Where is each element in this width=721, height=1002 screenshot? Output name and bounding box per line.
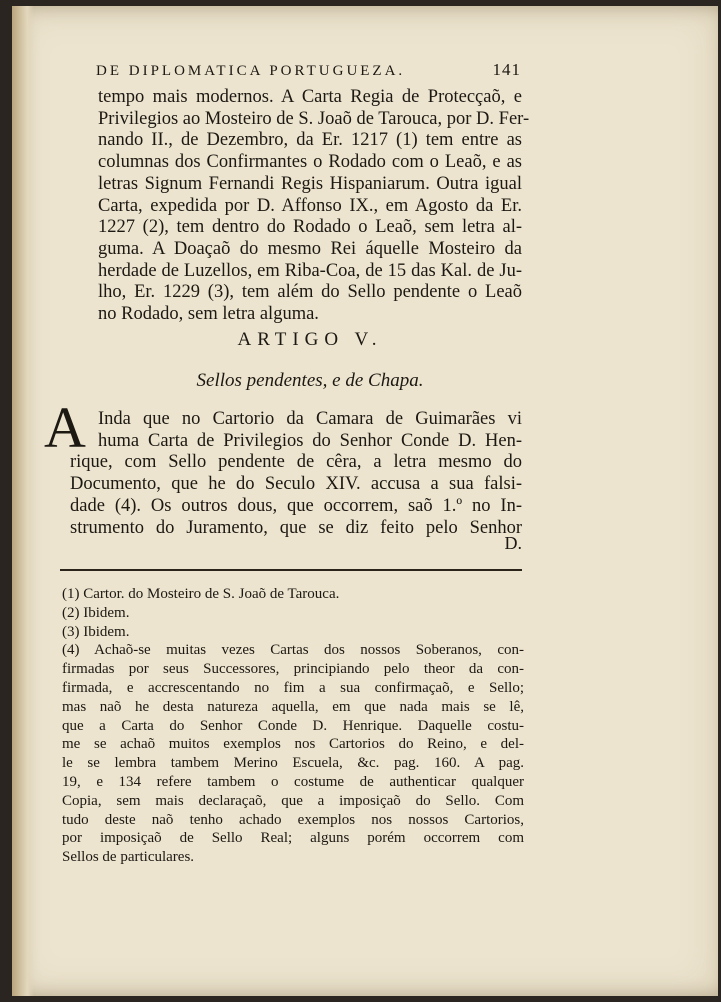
page-number: 141: [492, 60, 521, 79]
text-line: no Rodado, sem letra alguma.: [98, 304, 319, 325]
text-line: huma Carta de Privilegios do Senhor Conde D. Hen-: [98, 430, 522, 451]
text-line: herdade de Luzellos, em Riba-Coa, de 15 das Kal. de Ju-: [98, 260, 522, 281]
footnote-line: le se lembra tambem Merino Escuela, &c. pag. 160. A pag.: [62, 755, 524, 772]
text-line: strumento do Juramento, que se diz feito pelo Senhor: [70, 517, 522, 538]
text-line: letras Signum Fernandi Regis Hispaniarum. Outra igual: [98, 173, 522, 194]
text-line: guma. A Doaçaõ do mesmo Rei áquelle Mosteiro da: [98, 238, 522, 259]
footnote-line: mas naõ he desta natureza aquella, em que nada mais se lê,: [62, 698, 524, 715]
article-heading: ARTIGO V.: [237, 329, 383, 350]
text-line: Inda que no Cartorio da Camara de Guimarães vi: [98, 409, 522, 429]
running-title: DE DIPLOMATICA PORTUGUEZA.: [96, 63, 406, 79]
footnote-line: Sellos de particulares.: [62, 849, 195, 866]
footnote-line: por imposiçaõ de Sello Real; alguns porém occorrem com: [62, 830, 524, 847]
text-line: Privilegios ao Mosteiro de S. Joaõ de Tarouca, por D. Fer-: [98, 108, 530, 129]
footnote-line: Copia, sem mais declaraçaõ, que a imposiçaõ do Sello. Com: [62, 792, 524, 809]
running-head: [96, 60, 521, 80]
footnote: (3) Ibidem.: [62, 623, 130, 640]
footnote: (2) Ibidem.: [62, 604, 130, 621]
drop-cap: A: [44, 395, 86, 460]
text-line: lho, Er. 1229 (3), tem além do Sello pendente o Leaõ: [98, 282, 522, 303]
footnote-line: que a Carta do Senhor Conde D. Henrique. Daquelle costu-: [62, 717, 524, 734]
page-binding-shadow: [12, 6, 34, 996]
text-line: dade (4). Os outros dous, que occorrem, saõ 1.º no In-: [70, 495, 522, 516]
text-line: rique, com Sello pendente de cêra, a letra mesmo do: [70, 452, 522, 473]
footnote-line: 19, e 134 refere tambem o costume de authenticar qualquer: [62, 773, 524, 790]
footnote-line: firmadas por seus Successores, principiando pelo theor da con-: [62, 661, 524, 678]
catchword: D.: [504, 533, 522, 553]
text-line: nando II., de Dezembro, da Er. 1217 (1) tem entre as: [98, 130, 522, 151]
footnote-line: firmada, e accrescentando no fim a sua confirmaçaõ, e Sello;: [62, 679, 524, 696]
footnote-line: tudo deste naõ tenho achado exemplos nos nossos Cartorios,: [62, 811, 524, 828]
text-line: Carta, expedida por D. Affonso IX., em Agosto da Er.: [98, 195, 522, 216]
paragraph-1: [98, 87, 530, 326]
paragraph-2: [70, 409, 522, 539]
footnotes: [62, 585, 524, 867]
text-line: tempo mais modernos. A Carta Regia de Protecçaõ, e: [98, 87, 522, 107]
footnote: (1) Cartor. do Mosteiro de S. Joaõ de Tarouca.: [62, 586, 340, 602]
text-line: Documento, que he do Seculo XIV. accusa a sua falsi-: [70, 474, 522, 495]
article-subheading: Sellos pendentes, e de Chapa.: [196, 370, 424, 391]
footnote-line: (4) Achaõ-se muitas vezes Cartas dos nossos Soberanos, con-: [62, 642, 524, 659]
text-line: 1227 (2), tem dentro do Rodado o Leaõ, sem letra al-: [98, 217, 522, 238]
footnote-line: me se achaõ muitos exemplos nos Cartorios do Reino, e del-: [62, 736, 524, 753]
footnote-rule: [60, 569, 522, 571]
text-line: columnas dos Confirmantes o Rodado com o Leaõ, e as: [98, 152, 522, 173]
